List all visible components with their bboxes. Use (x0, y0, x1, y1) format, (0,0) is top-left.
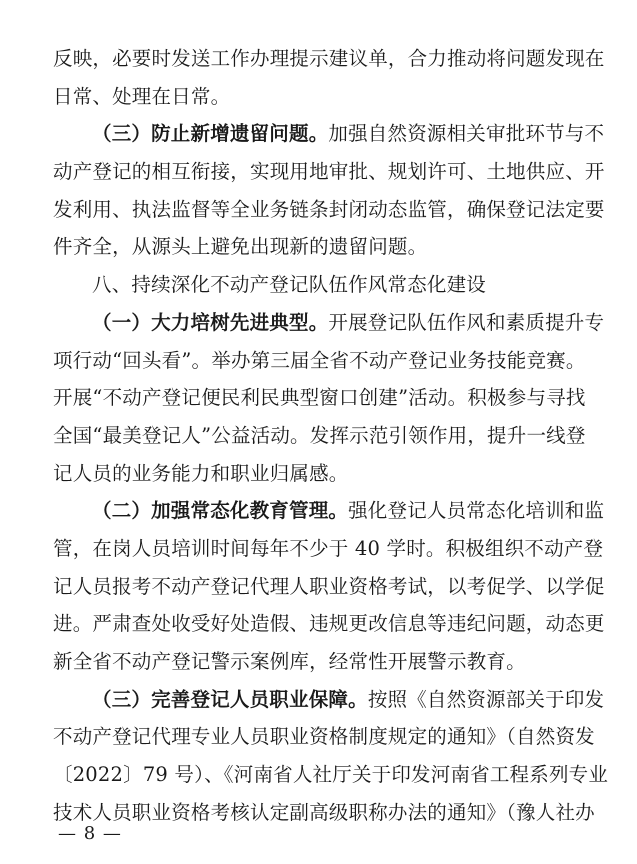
paragraph-line: 件齐全，从源头上避免出现新的遗留问题。 (53, 235, 428, 259)
paragraph-line: 发利用、执法监督等全业务链条封闭动态监管，确保登记法定要 (53, 197, 605, 221)
paragraph-text: 强化登记人员常态化培训和监 (348, 499, 605, 523)
paragraph-line: 开展“不动产登记便民利民典型窗口创建”活动。积极参与寻找 (53, 386, 586, 410)
paragraph-line (53, 492, 605, 530)
subsection-lead: （三）完善登记人员职业保障。 (92, 687, 368, 711)
paragraph-text: 按照《自然资源部关于印发 (367, 687, 605, 711)
paragraph-line: 不动产登记代理专业人员职业资格制度规定的通知》（自然资发 (53, 725, 595, 749)
section-heading: 八、持续深化不动产登记队伍作风常态化建设 (92, 273, 487, 297)
paragraph-line: 〔2022〕79 号）、《河南省人社厅关于印发河南省工程系列专业 (53, 763, 609, 787)
paragraph-line: 日常、处理在日常。 (53, 84, 231, 108)
page-number: — 8 — (58, 823, 122, 844)
subsection-lead: （一）大力培树先进典型。 (92, 310, 329, 334)
paragraph-line: 新全省不动产登记警示案例库，经常性开展警示教育。 (53, 650, 526, 673)
paragraph-line: 动产登记的相互衔接，实现用地审批、规划许可、土地供应、开 (53, 160, 605, 184)
paragraph-line: 全国“最美登记人”公益活动。发挥示范引领作用，提升一线登 (53, 423, 586, 447)
paragraph-line: 记人员报考不动产登记代理人职业资格考试，以考促学、以学促 (53, 574, 605, 598)
paragraph-text: 开展登记队伍作风和素质提升专 (328, 310, 605, 334)
paragraph-line: 项行动“回头看”。举办第三届全省不动产登记业务技能竞赛。 (53, 348, 586, 372)
paragraph-line: 反映，必要时发送工作办理提示建议单，合力推动将问题发现在 (53, 47, 605, 70)
paragraph-line (53, 681, 605, 719)
paragraph-line: 记人员的业务能力和职业归属感。 (53, 461, 349, 485)
paragraph-line: 进。严肃查处收受好处造假、违规更改信息等违纪问题，动态更 (53, 612, 605, 636)
paragraph-line: 技术人员职业资格考核认定副高级职称办法的通知》（豫人社办 (53, 800, 595, 824)
paragraph-text: 加强自然资源相关审批环节与不 (328, 122, 605, 146)
paragraph-line (53, 115, 605, 153)
subsection-lead: （三）防止新增遗留问题。 (92, 122, 329, 146)
paragraph-line: 管，在岗人员培训时间每年不少于 40 学时。积极组织不动产登 (53, 536, 604, 560)
subsection-lead: （二）加强常态化教育管理。 (92, 499, 349, 523)
document-page (53, 40, 609, 831)
paragraph-line (53, 304, 605, 342)
